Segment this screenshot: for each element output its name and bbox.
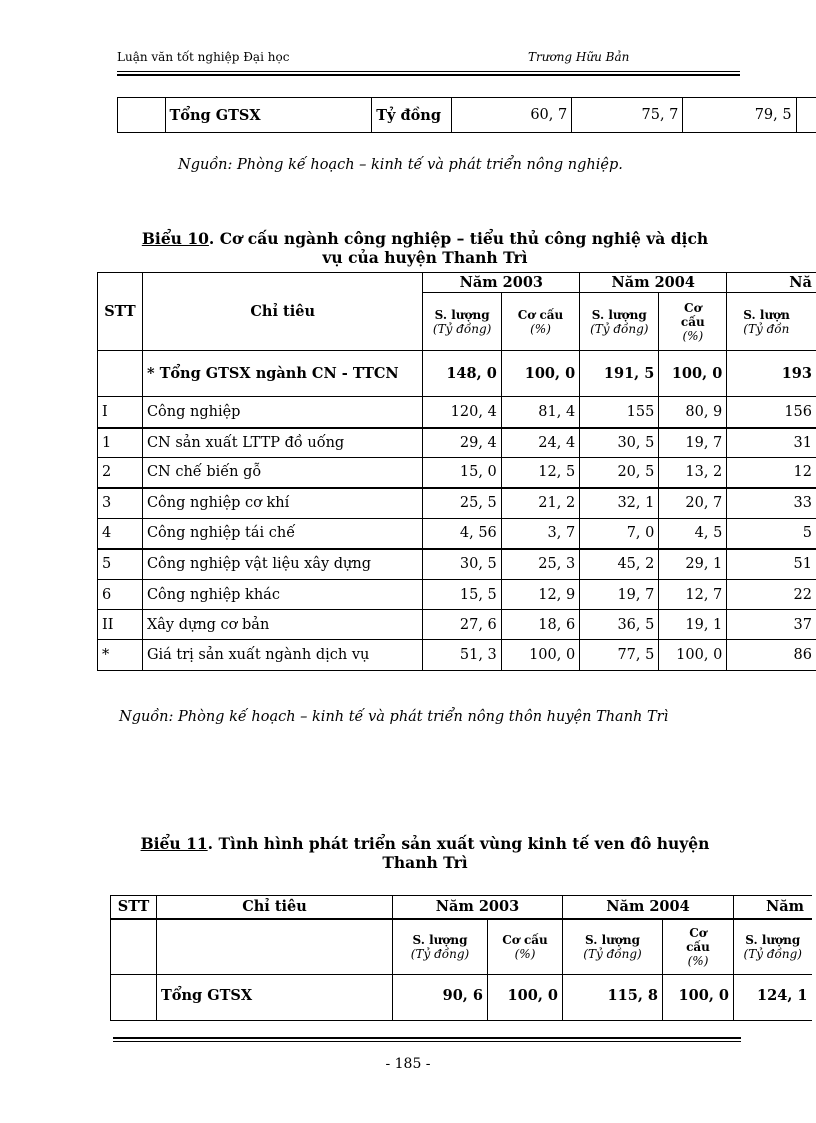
table-row xyxy=(98,458,816,488)
sub-cc: Cơ xyxy=(684,300,702,315)
cell: 4, 56 xyxy=(423,519,501,549)
cell-name: Tổng GTSX xyxy=(157,975,393,1021)
cell: 51 xyxy=(727,549,816,580)
header-rule xyxy=(117,71,740,72)
cell-stt: * xyxy=(98,640,143,671)
table-row xyxy=(111,975,812,1021)
cell: 29, 4 xyxy=(423,428,501,458)
col-stt: STT xyxy=(98,273,143,351)
title-line1: . Tình hình phát triển sản xuất vùng kinh tế ven đô huyện xyxy=(207,834,710,853)
cell: 77, 5 xyxy=(580,640,659,671)
col-year: Nă xyxy=(727,273,816,293)
col-year: Năm 2004 xyxy=(563,896,734,919)
cell-name: Công nghiệp cơ khí xyxy=(142,488,423,519)
cell: 33 xyxy=(727,488,816,519)
cell: 15, 5 xyxy=(423,580,501,610)
cell: 100, 0 xyxy=(488,975,563,1021)
footer-rule xyxy=(113,1041,741,1042)
sub-sl-unit: (Tỷ đồng) xyxy=(590,321,649,336)
sub-cc: Cơ cấu xyxy=(517,307,564,322)
cell: 19, 7 xyxy=(580,580,659,610)
cell: 15, 0 xyxy=(423,458,501,488)
cell: 12 xyxy=(727,458,816,488)
title-line1: . Cơ cấu ngành công nghiệp – tiểu thủ công nghiệ và dịch xyxy=(208,229,709,248)
cell: 30, 5 xyxy=(580,428,659,458)
sub-cc: Cơ xyxy=(689,925,707,940)
col-year: Năm 2003 xyxy=(423,273,580,293)
sub-cc-b: cấu xyxy=(686,939,710,954)
header-rule-thick xyxy=(117,74,740,76)
col-chi-tieu: Chỉ tiêu xyxy=(157,896,393,919)
cell-name: Công nghiệp tái chế xyxy=(142,519,423,549)
cell: 193 xyxy=(727,351,816,397)
footer-rule-thick xyxy=(113,1037,741,1039)
cell: 36, 5 xyxy=(580,610,659,640)
cell: 86 xyxy=(727,640,816,671)
cell: 30, 5 xyxy=(423,549,501,580)
table-row xyxy=(98,549,816,580)
cell-stt: 1 xyxy=(98,428,143,458)
cell: 100, 0 xyxy=(659,640,727,671)
cell: 51, 3 xyxy=(423,640,501,671)
sub-sl: S. lượng xyxy=(585,932,640,947)
cell: 22 xyxy=(727,580,816,610)
cell-stt: 5 xyxy=(98,549,143,580)
cell-stt: 6 xyxy=(98,580,143,610)
sub-sl-unit: (Tỷ đồng) xyxy=(743,946,802,961)
cell: 12, 5 xyxy=(501,458,579,488)
cell-name: Giá trị sản xuất ngành dịch vụ xyxy=(142,640,423,671)
cell: 25, 5 xyxy=(423,488,501,519)
table-row xyxy=(98,519,816,549)
cell: 100, 0 xyxy=(501,640,579,671)
cell: 156 xyxy=(727,397,816,428)
cell: 20, 7 xyxy=(659,488,727,519)
page-number: - 185 - xyxy=(385,1056,431,1072)
cell: 45, 2 xyxy=(580,549,659,580)
data-table xyxy=(97,272,816,671)
sub-sl-unit: (Tỷ đồn xyxy=(743,321,790,336)
cell: 21, 2 xyxy=(501,488,579,519)
cell: 60, 7 xyxy=(452,98,572,133)
cell-name: Xây dựng cơ bản xyxy=(142,610,423,640)
cell: 29, 1 xyxy=(659,549,727,580)
source-note: Nguồn: Phòng kế hoạch – kinh tế và phát triển nông nghiệp. xyxy=(178,157,623,173)
cell: 191, 5 xyxy=(580,351,659,397)
cell: 115, 8 xyxy=(563,975,663,1021)
cell: 100, 0 xyxy=(663,975,734,1021)
cell-stt: 2 xyxy=(98,458,143,488)
table-row xyxy=(98,397,816,428)
sub-sl: S. lượng xyxy=(591,307,647,322)
row-unit: Tỷ đồng xyxy=(372,98,452,133)
table-continued xyxy=(117,97,816,133)
cell-stt: I xyxy=(98,397,143,428)
cell: 32, 1 xyxy=(580,488,659,519)
cell: 31 xyxy=(727,428,816,458)
title-line2: Thanh Trì xyxy=(382,853,468,872)
sub-cc-unit: (%) xyxy=(682,328,704,343)
title-line2: vụ của huyện Thanh Trì xyxy=(322,248,528,267)
cell-name: * Tổng GTSX ngành CN - TTCN xyxy=(142,351,423,397)
cell: 124, 1 xyxy=(734,975,812,1021)
cell-stt xyxy=(98,351,143,397)
cell: 75, 7 xyxy=(572,98,683,133)
header-right: Trương Hữu Bản xyxy=(528,50,630,64)
title-prefix: Biểu 10 xyxy=(141,229,209,248)
cell-name: Công nghiệp xyxy=(142,397,423,428)
cell: 79, 5 xyxy=(683,98,796,133)
cell: 100, 0 xyxy=(501,351,579,397)
sub-sl-unit: (Tỷ đồng) xyxy=(583,946,642,961)
cell: 19, 1 xyxy=(659,610,727,640)
table-title xyxy=(110,229,740,267)
header-left: Luận văn tốt nghiệp Đại học xyxy=(117,50,290,64)
cell: 12, 9 xyxy=(501,580,579,610)
col-year: Năm xyxy=(734,896,812,919)
cell: 12, 7 xyxy=(659,580,727,610)
col-chi-tieu: Chỉ tiêu xyxy=(142,273,423,351)
sub-sl: S. lượng xyxy=(745,932,801,947)
cell: 100, 0 xyxy=(659,351,727,397)
cell: 7, 0 xyxy=(580,519,659,549)
col-year: Năm 2003 xyxy=(393,896,563,919)
source-note: Nguồn: Phòng kế hoạch – kinh tế và phát triển nông thôn huyện Thanh Trì xyxy=(119,709,669,725)
table-row xyxy=(98,351,816,397)
col-stt: STT xyxy=(111,896,157,919)
table-row xyxy=(118,98,816,133)
sub-sl-unit: (Tỷ đồng) xyxy=(410,946,470,961)
row-label: Tổng GTSX xyxy=(165,98,372,133)
cell-name: CN sản xuất LTTP đồ uống xyxy=(142,428,423,458)
cell: 18, 6 xyxy=(501,610,579,640)
cell-stt: 4 xyxy=(98,519,143,549)
sub-cc-unit: (%) xyxy=(687,953,709,968)
sub-sl: S. lượng xyxy=(434,307,490,322)
table-row xyxy=(98,488,816,519)
cell: 81, 4 xyxy=(501,397,579,428)
cell: 155 xyxy=(580,397,659,428)
table-title xyxy=(110,834,740,872)
cell: 25, 3 xyxy=(501,549,579,580)
cell-stt: II xyxy=(98,610,143,640)
table-row xyxy=(98,428,816,458)
cell: 20, 5 xyxy=(580,458,659,488)
cell: 148, 0 xyxy=(423,351,501,397)
table-row xyxy=(98,580,816,610)
cell: 13, 2 xyxy=(659,458,727,488)
cell: 4, 5 xyxy=(659,519,727,549)
cell: 90, 6 xyxy=(393,975,488,1021)
cell: 37 xyxy=(727,610,816,640)
sub-cc: Cơ cấu xyxy=(502,932,548,947)
cell: 3, 7 xyxy=(501,519,579,549)
cell: 27, 6 xyxy=(423,610,501,640)
sub-sl: S. lượn xyxy=(743,307,790,322)
sub-sl: S. lượng xyxy=(412,932,468,947)
cell: 80, 9 xyxy=(659,397,727,428)
sub-cc-b: cấu xyxy=(680,314,705,329)
cell-stt: 3 xyxy=(98,488,143,519)
col-year: Năm 2004 xyxy=(580,273,727,293)
cell-name: Công nghiệp vật liệu xây dựng xyxy=(142,549,423,580)
cell-name: CN chế biến gỗ xyxy=(142,458,423,488)
title-prefix: Biểu 11 xyxy=(140,834,208,853)
cell: 19, 7 xyxy=(659,428,727,458)
cell: 24, 4 xyxy=(501,428,579,458)
data-table xyxy=(110,895,812,1021)
table-row xyxy=(98,640,816,671)
table-row xyxy=(98,610,816,640)
sub-sl-unit: (Tỷ đồng) xyxy=(432,321,492,336)
sub-cc-unit: (%) xyxy=(530,321,551,336)
cell: 120, 4 xyxy=(423,397,501,428)
cell: 5 xyxy=(727,519,816,549)
sub-cc-unit: (%) xyxy=(514,946,536,961)
cell-name: Công nghiệp khác xyxy=(142,580,423,610)
